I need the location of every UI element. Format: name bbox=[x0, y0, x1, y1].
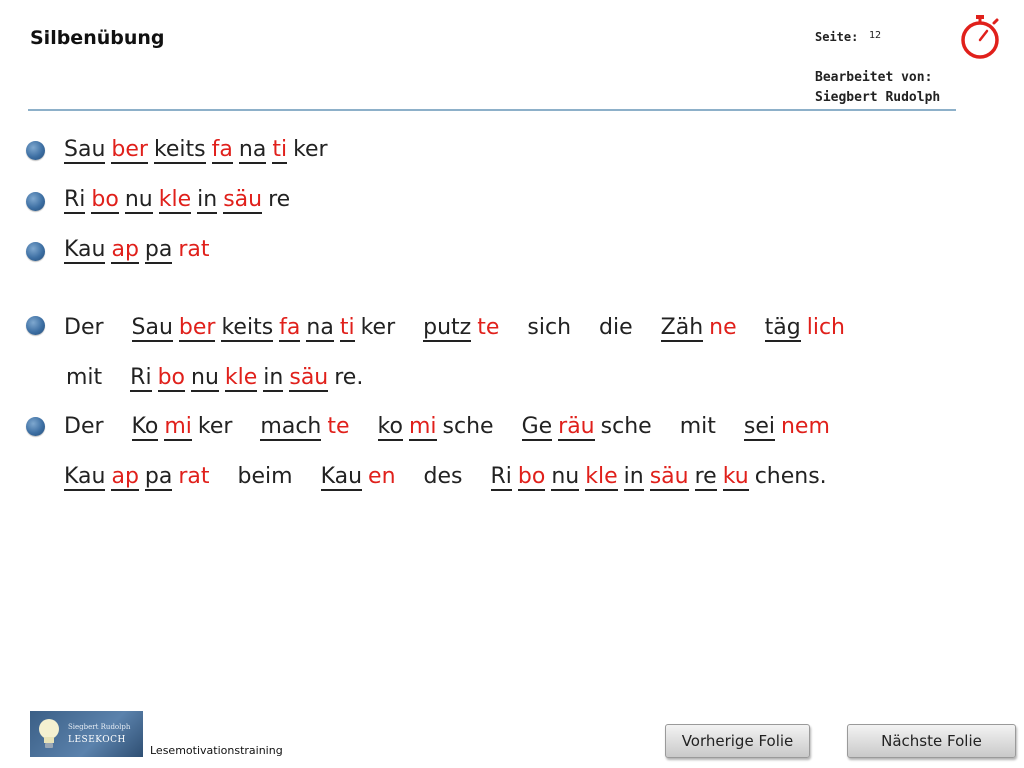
word bbox=[522, 412, 652, 442]
syllable: säu bbox=[223, 187, 263, 212]
syllable: bo bbox=[157, 365, 186, 390]
syllable: mit bbox=[679, 414, 716, 439]
author-block bbox=[815, 68, 940, 108]
syllable: ti bbox=[272, 137, 288, 162]
bullet-icon bbox=[26, 192, 45, 211]
syllable: Ri bbox=[64, 187, 86, 212]
syllable: ker bbox=[197, 414, 233, 439]
syllable: die bbox=[599, 315, 633, 340]
page-number: 12 bbox=[869, 30, 882, 41]
syllable-line-3 bbox=[64, 235, 210, 265]
syllable: säu bbox=[649, 464, 689, 489]
sentence-line-3 bbox=[64, 412, 830, 442]
word bbox=[64, 462, 210, 492]
word bbox=[423, 313, 499, 343]
word bbox=[424, 462, 463, 492]
word bbox=[680, 412, 716, 442]
word bbox=[378, 412, 494, 442]
syllable: nu bbox=[551, 464, 580, 489]
syllable: lich bbox=[806, 315, 845, 340]
word bbox=[132, 412, 233, 442]
word bbox=[132, 313, 396, 343]
syllable: des bbox=[423, 464, 463, 489]
bullet-icon bbox=[26, 242, 45, 261]
syllable: Ri bbox=[490, 464, 512, 489]
syllable: ap bbox=[111, 464, 139, 489]
syllable: Ge bbox=[521, 414, 553, 439]
syllable: ap bbox=[111, 237, 139, 262]
bullet-icon bbox=[26, 417, 45, 436]
syllable: te bbox=[477, 315, 500, 340]
author-name: Siegbert Rudolph bbox=[815, 90, 941, 105]
word bbox=[130, 363, 363, 393]
syllable: ne bbox=[709, 315, 737, 340]
word bbox=[64, 412, 104, 442]
syllable: putz bbox=[423, 315, 472, 340]
syllable: Sau bbox=[64, 137, 106, 162]
syllable: keits bbox=[153, 137, 206, 162]
syllable: in bbox=[263, 365, 284, 390]
lesekoch-logo bbox=[30, 711, 143, 757]
syllable: in bbox=[623, 464, 644, 489]
word bbox=[238, 462, 293, 492]
syllable: Ri bbox=[130, 365, 152, 390]
syllable: Kau bbox=[64, 237, 106, 262]
syllable: Sau bbox=[131, 315, 173, 340]
syllable: na bbox=[238, 137, 267, 162]
syllable: nu bbox=[191, 365, 219, 390]
syllable: Zäh bbox=[660, 315, 704, 340]
word bbox=[744, 412, 830, 442]
word bbox=[661, 313, 737, 343]
syllable: ti bbox=[339, 315, 355, 340]
syllable: nu bbox=[124, 187, 153, 212]
syllable: keits bbox=[221, 315, 274, 340]
word bbox=[64, 313, 104, 343]
word bbox=[765, 313, 845, 343]
word bbox=[64, 185, 290, 215]
syllable: bo bbox=[91, 187, 119, 212]
page-label: Seite: bbox=[815, 30, 859, 44]
syllable: bo bbox=[517, 464, 546, 489]
stopwatch-icon[interactable] bbox=[958, 14, 1002, 60]
syllable: in bbox=[197, 187, 218, 212]
edited-by-label: Bearbeitet von: bbox=[815, 70, 933, 85]
syllable: sche bbox=[442, 414, 494, 439]
syllable: beim bbox=[237, 464, 293, 489]
syllable: räu bbox=[558, 414, 595, 439]
sentence-line-4 bbox=[64, 462, 827, 492]
syllable: sei bbox=[743, 414, 775, 439]
word bbox=[491, 462, 827, 492]
syllable: ko bbox=[377, 414, 403, 439]
syllable: kle bbox=[224, 365, 258, 390]
syllable: na bbox=[306, 315, 334, 340]
syllable: rat bbox=[178, 464, 210, 489]
syllable: kle bbox=[585, 464, 618, 489]
syllable: rat bbox=[178, 237, 210, 262]
syllable: ber bbox=[178, 315, 216, 340]
previous-slide-button[interactable]: Vorherige Folie bbox=[665, 724, 810, 758]
syllable: ber bbox=[111, 137, 148, 162]
syllable: re. bbox=[334, 365, 364, 390]
syllable: Der bbox=[64, 414, 104, 439]
syllable: chens. bbox=[754, 464, 827, 489]
syllable: mach bbox=[260, 414, 322, 439]
syllable-line-1 bbox=[64, 135, 328, 165]
word bbox=[260, 412, 349, 442]
syllable: pa bbox=[144, 237, 173, 262]
syllable: kle bbox=[158, 187, 192, 212]
syllable: Ko bbox=[131, 414, 159, 439]
syllable: ker bbox=[360, 315, 396, 340]
syllable: Kau bbox=[320, 464, 363, 489]
syllable: nem bbox=[780, 414, 830, 439]
syllable: ker bbox=[293, 137, 328, 162]
syllable: re bbox=[694, 464, 717, 489]
syllable: sich bbox=[527, 315, 572, 340]
syllable: täg bbox=[764, 315, 801, 340]
syllable: Kau bbox=[64, 464, 106, 489]
logo-author: Siegbert Rudolph bbox=[68, 723, 131, 731]
syllable: säu bbox=[289, 365, 329, 390]
syllable: en bbox=[368, 464, 396, 489]
syllable: Der bbox=[64, 315, 104, 340]
sentence-line-2 bbox=[66, 363, 363, 393]
word bbox=[66, 363, 102, 393]
syllable: re bbox=[268, 187, 291, 212]
syllable: sche bbox=[600, 414, 652, 439]
word bbox=[64, 235, 210, 265]
word bbox=[321, 462, 396, 492]
next-slide-button[interactable]: Nächste Folie bbox=[847, 724, 1016, 758]
lightbulb-icon bbox=[36, 717, 62, 751]
syllable: mi bbox=[408, 414, 437, 439]
syllable-line-2 bbox=[64, 185, 290, 215]
word bbox=[64, 135, 328, 165]
word bbox=[599, 313, 633, 343]
syllable: mit bbox=[66, 365, 103, 390]
syllable: pa bbox=[144, 464, 173, 489]
sentence-line-1 bbox=[64, 313, 845, 343]
syllable: ku bbox=[722, 464, 749, 489]
syllable: te bbox=[327, 414, 350, 439]
bullet-icon bbox=[26, 141, 45, 160]
page-title: Silbenübung bbox=[30, 27, 165, 49]
syllable: mi bbox=[164, 414, 192, 439]
bullet-icon bbox=[26, 316, 45, 335]
syllable: fa bbox=[279, 315, 301, 340]
footer-caption: Lesemotivationstraining bbox=[150, 744, 283, 757]
word bbox=[527, 313, 571, 343]
header-divider bbox=[28, 109, 956, 111]
syllable: fa bbox=[211, 137, 233, 162]
logo-brand: LESEKOCH bbox=[68, 735, 126, 745]
